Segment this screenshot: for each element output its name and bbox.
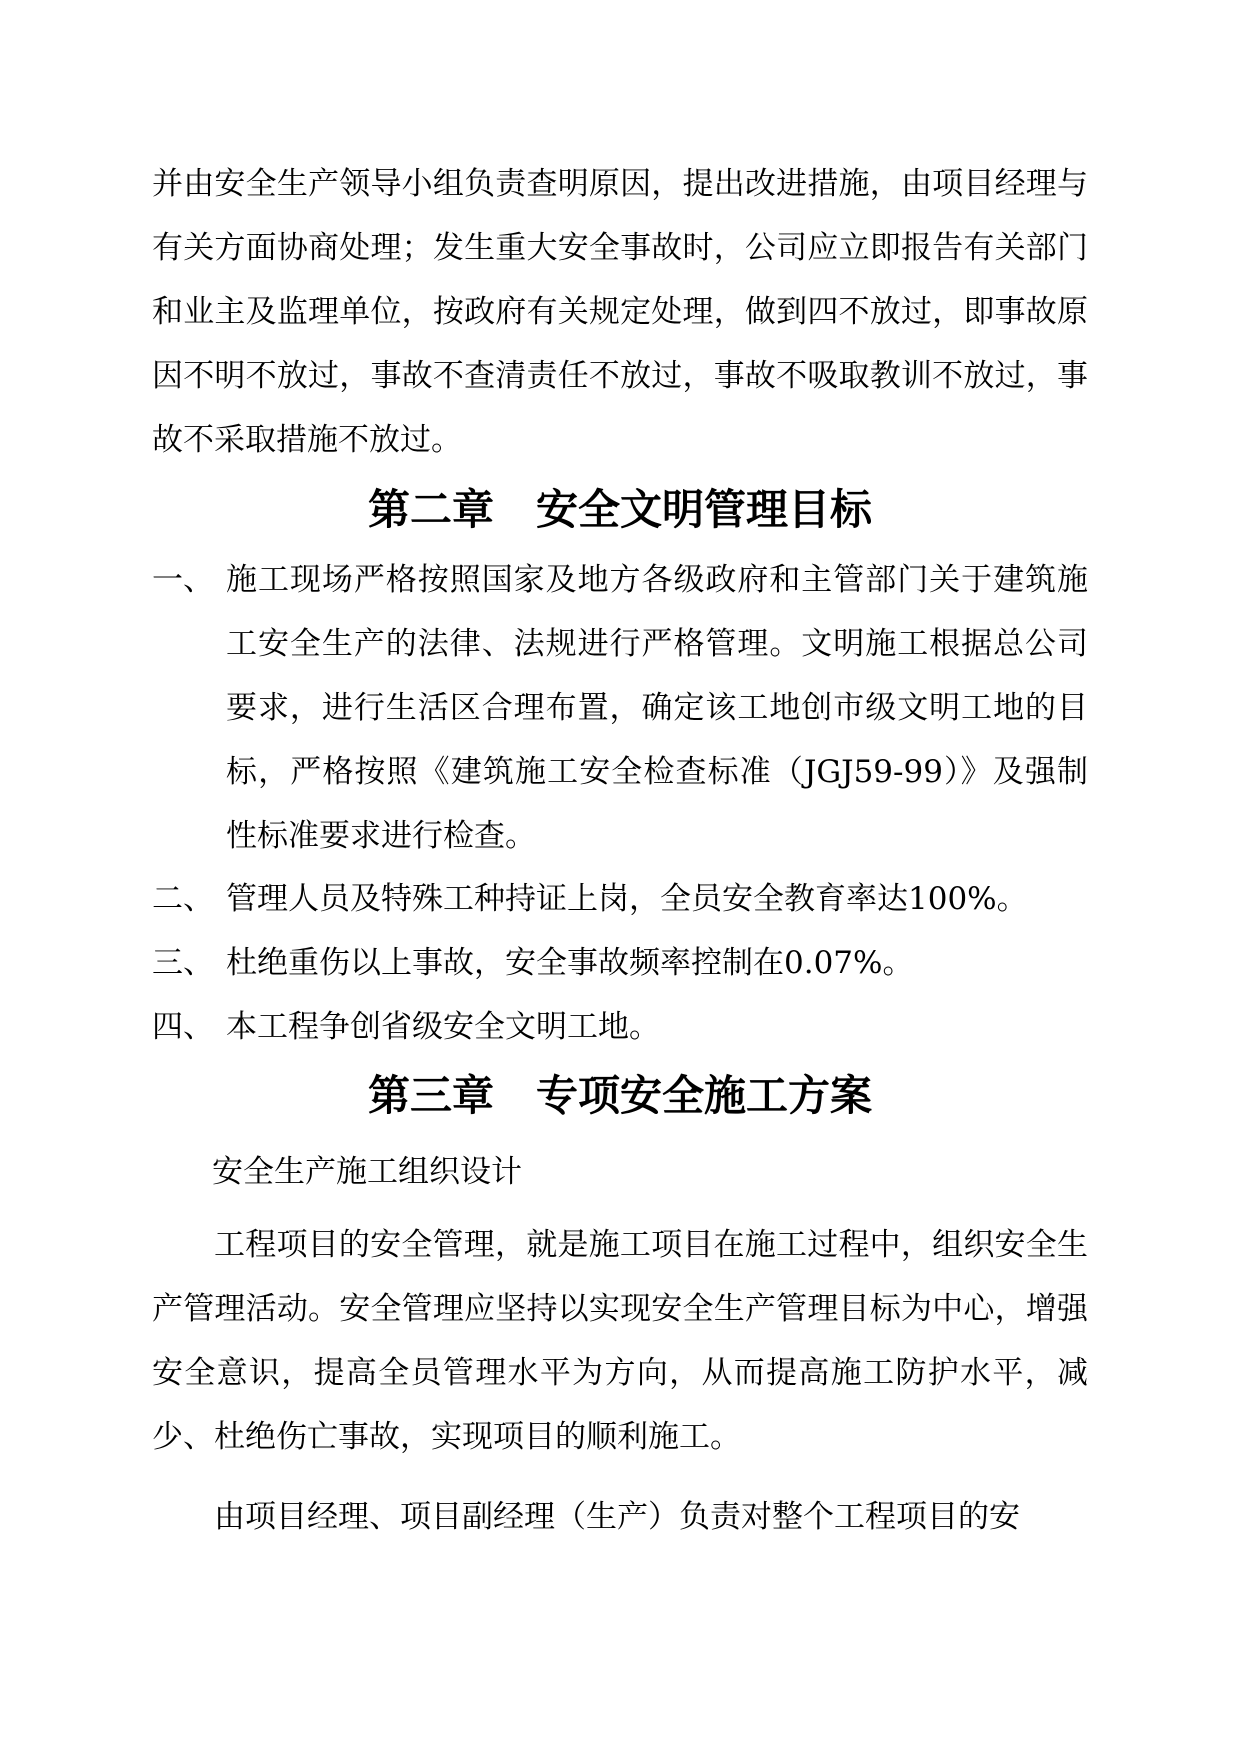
goal-item-3 (152, 931, 1088, 995)
paragraph-safety-management: 工程项目的安全管理，就是施工项目在施工过程中，组织安全生产管理活动。安全管理应坚持以实现安全生产管理目标为中心，增强安全意识，提高全员管理水平为方向，从而提高施工防护水平，减少、杜绝伤亡事故，实现项目的顺利施工。 (152, 1227, 1088, 1455)
goal-item-number: 二、 (152, 881, 214, 917)
paragraph-responsibility: 由项目经理、项目副经理（生产）负责对整个工程项目的安 (214, 1499, 1020, 1535)
goal-item-4 (152, 995, 1088, 1059)
goal-item-text: 管理人员及特殊工种持证上岗，全员安全教育率达100%。 (226, 881, 1028, 917)
goal-item-number: 四、 (152, 1009, 214, 1045)
goal-item-number: 一、 (152, 562, 214, 598)
section-subtitle: 安全生产施工组织设计 (212, 1154, 522, 1190)
chapter-3-heading: 第三章 专项安全施工方案 (367, 1071, 872, 1120)
goal-item-text: 施工现场严格按照国家及地方各级政府和主管部门关于建筑施工安全生产的法律、法规进行严格管理。文明施工根据总公司要求，进行生活区合理布置，确定该工地创市级文明工地的目标，严格按照《建筑施工安全检查标准（JGJ59-99）》及强制性标准要求进行检查。 (226, 562, 1088, 854)
goal-item-text: 本工程争创省级安全文明工地。 (226, 1009, 660, 1045)
goal-item-text: 杜绝重伤以上事故，安全事故频率控制在0.07%。 (226, 945, 914, 981)
chapter-2-heading: 第二章 安全文明管理目标 (367, 485, 872, 534)
paragraph-accident-handling: 并由安全生产领导小组负责查明原因，提出改进措施，由项目经理与有关方面协商处理；发生重大安全事故时，公司应立即报告有关部门和业主及监理单位，按政府有关规定处理，做到四不放过，即事故原因不明不放过，事故不查清责任不放过，事故不吸取教训不放过，事故不采取措施不放过。 (152, 166, 1088, 458)
goal-item-2 (152, 867, 1088, 931)
goal-item-1 (152, 548, 1088, 868)
goal-item-number: 三、 (152, 945, 214, 981)
